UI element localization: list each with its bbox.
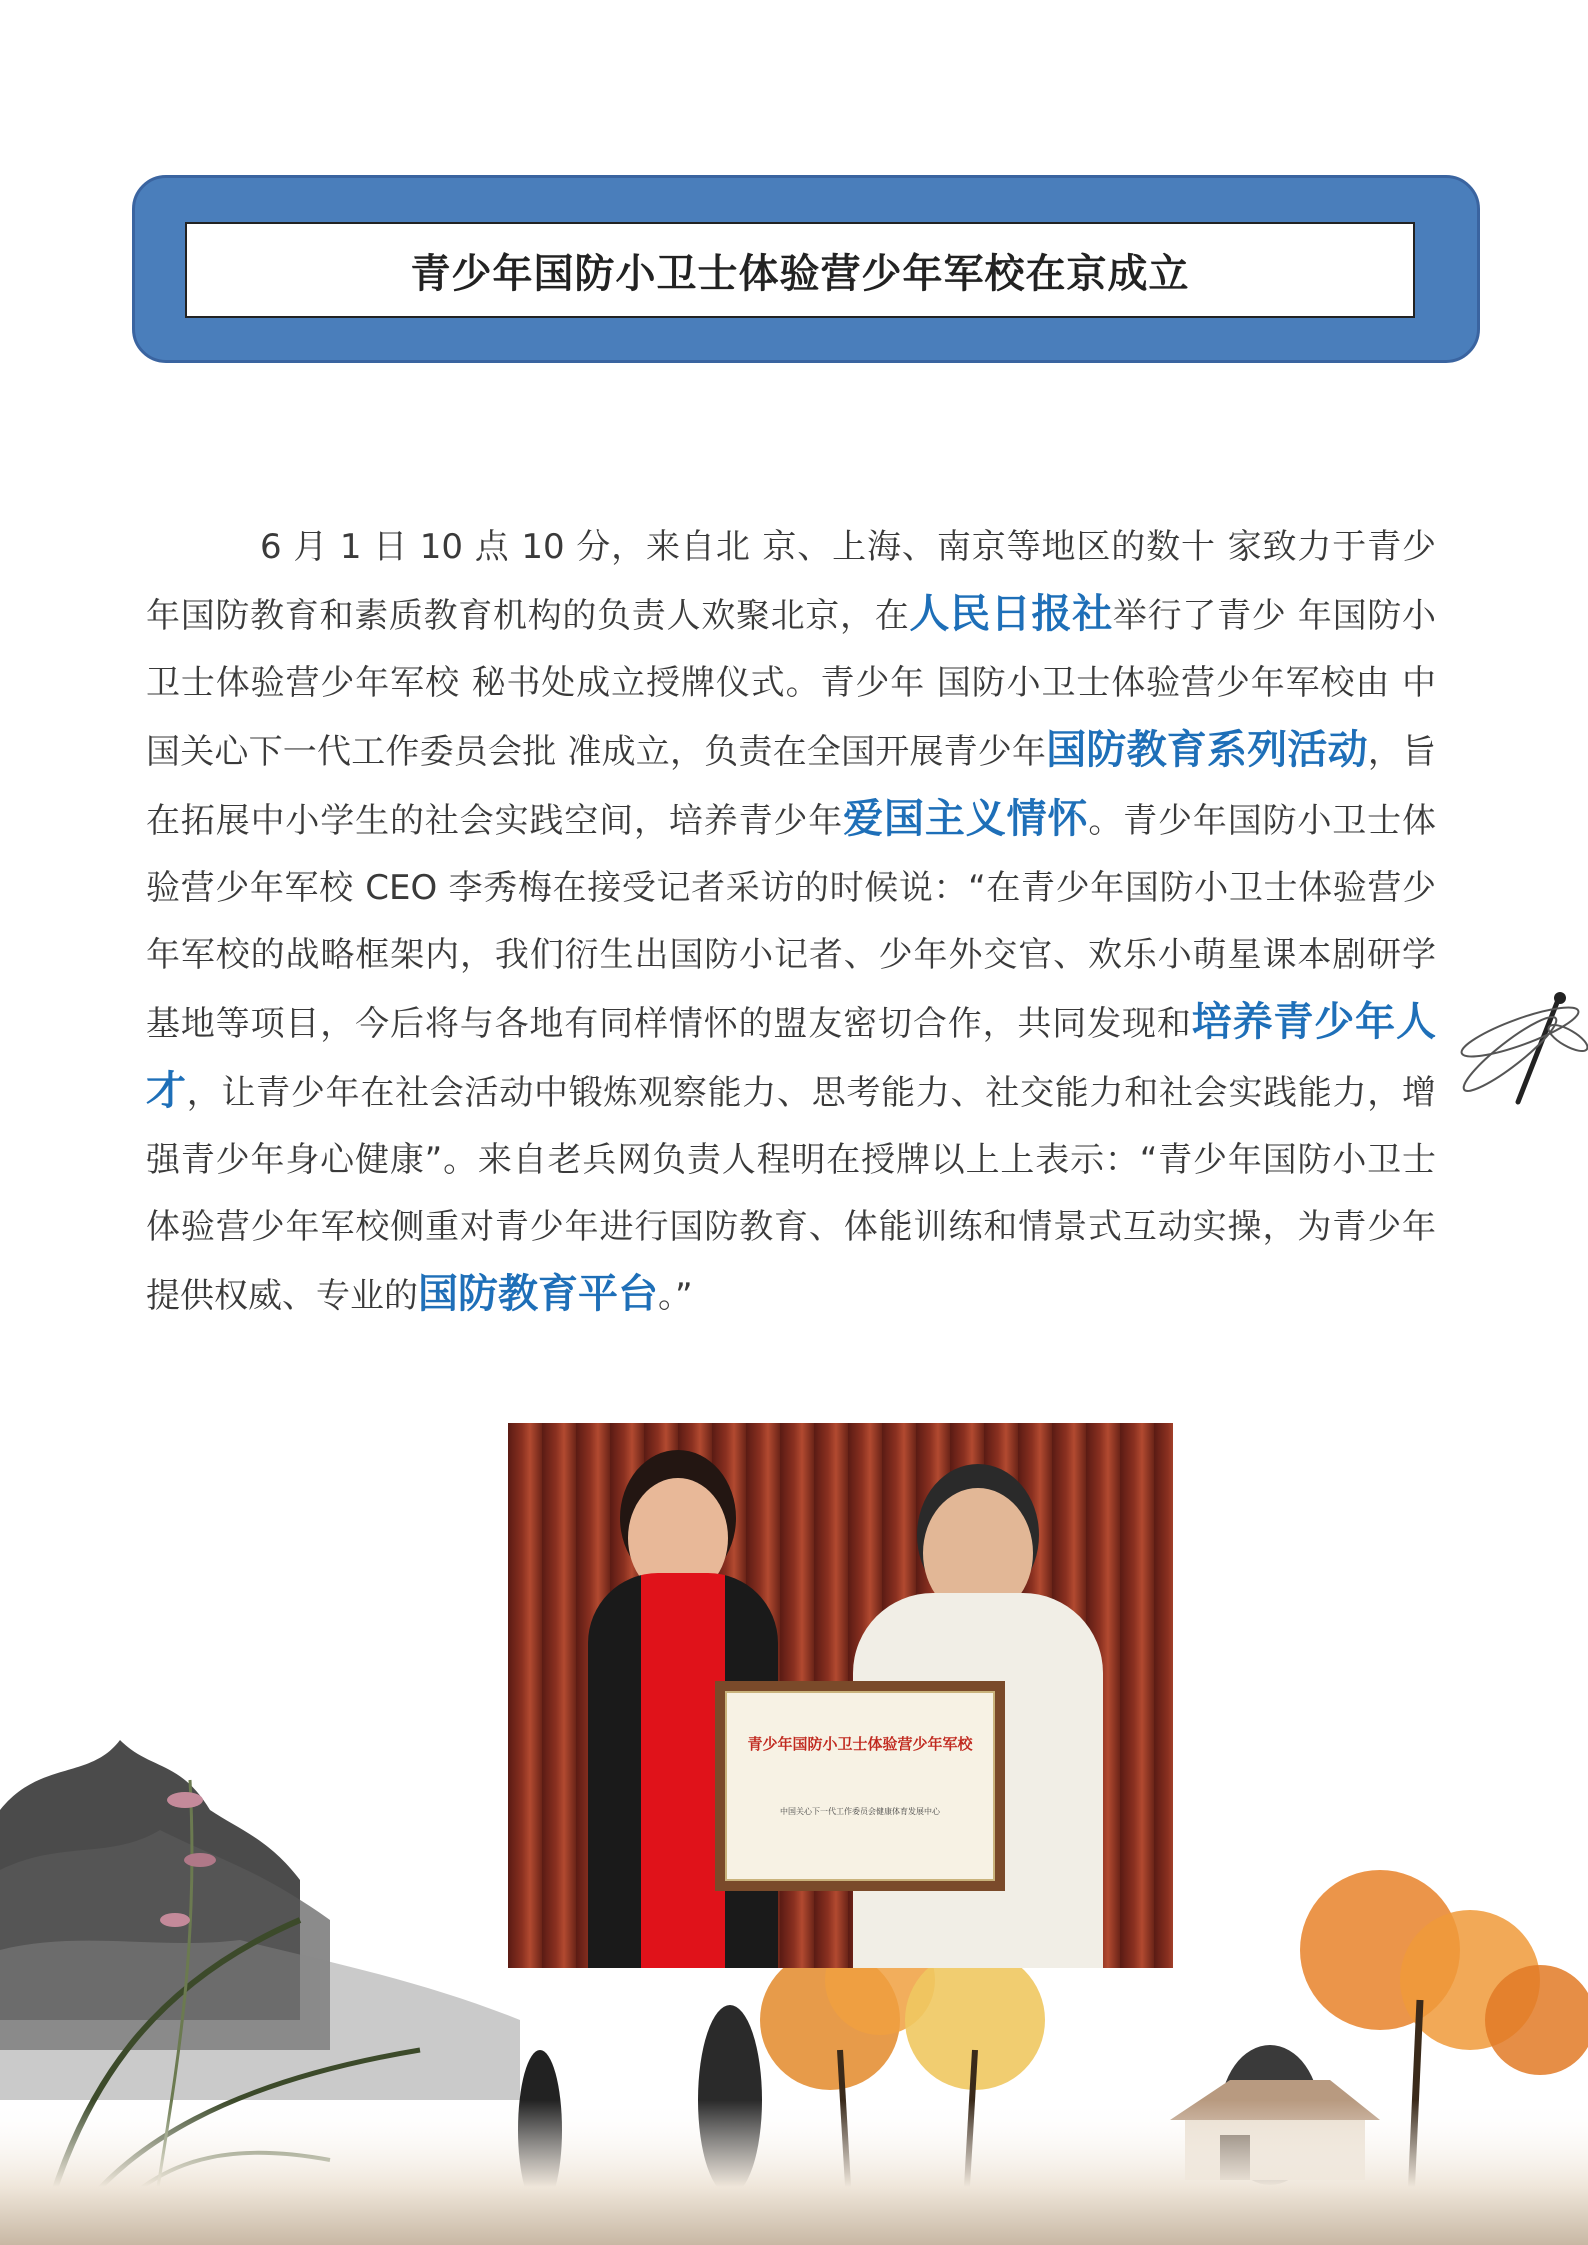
text-run: 举行了青少 年国防小卫士体验营少年军校 秘书处成立授牌仪式。青少年 国防小卫士体验营少年军校由 中国关心下一代工作委员会批 准成立，负责在全国开展青少年 bbox=[146, 596, 1436, 772]
text-run: ，让青少年在社会活动中锻炼观察能力、思考能力、社交能力和社会实践能力，增强青少年身心健康”。来自老兵网负责人程明在授牌以上上表示：“青少年国防小卫士体验营少年军校侧重对青少年进行国防教育、体能训练和情景式互动实操，为青少年提供权威、专业的 bbox=[146, 1073, 1437, 1316]
text-run: 6 月 1 日 10 点 10 分，来自北 京、上海、南京等地区的数十 家致力于青少年国防教育和素质教育机构的负责人欢聚北京，在 bbox=[146, 527, 1436, 636]
award-plaque bbox=[715, 1681, 1005, 1891]
text-run: 。青少年国防小卫士体验营少年军校 CEO 李秀梅在接受记者采访的时候说：“在青少年国防小卫士体验营少年军校的战略框架内，我们衍生出国防小记者、少年外交官、欢乐小萌星课本剧研学基地等项目，今后将与各地有同样情怀的盟友密切合作，共同发现和 bbox=[146, 801, 1437, 1044]
text-run: ，旨在拓展中小学生的社会实践空间，培养青少年 bbox=[146, 732, 1437, 841]
article-paragraph bbox=[146, 514, 1436, 1330]
page-title: 青少年国防小卫士体验营少年军校在京成立 bbox=[410, 250, 1190, 297]
title-banner bbox=[132, 175, 1480, 363]
plaque-face bbox=[725, 1691, 995, 1881]
plaque-subtitle: 中国关心下一代工作委员会健康体育发展中心 bbox=[780, 1807, 940, 1816]
highlight-text: 国防教育平台 bbox=[418, 1271, 658, 1317]
dragonfly-icon bbox=[1440, 990, 1588, 1120]
highlight-text: 爱国主义情怀 bbox=[843, 796, 1089, 842]
article-body bbox=[146, 514, 1436, 1330]
title-box bbox=[185, 222, 1415, 318]
plaque-title: 青少年国防小卫士体验营少年军校 bbox=[747, 1735, 973, 1753]
ceremony-photo bbox=[508, 1423, 1173, 1968]
highlight-text: 人民日报社 bbox=[909, 591, 1113, 637]
text-run: 。” bbox=[658, 1276, 693, 1316]
highlight-text: 培养青少年人才 bbox=[146, 999, 1437, 1114]
highlight-text: 国防教育系列活动 bbox=[1046, 727, 1368, 773]
